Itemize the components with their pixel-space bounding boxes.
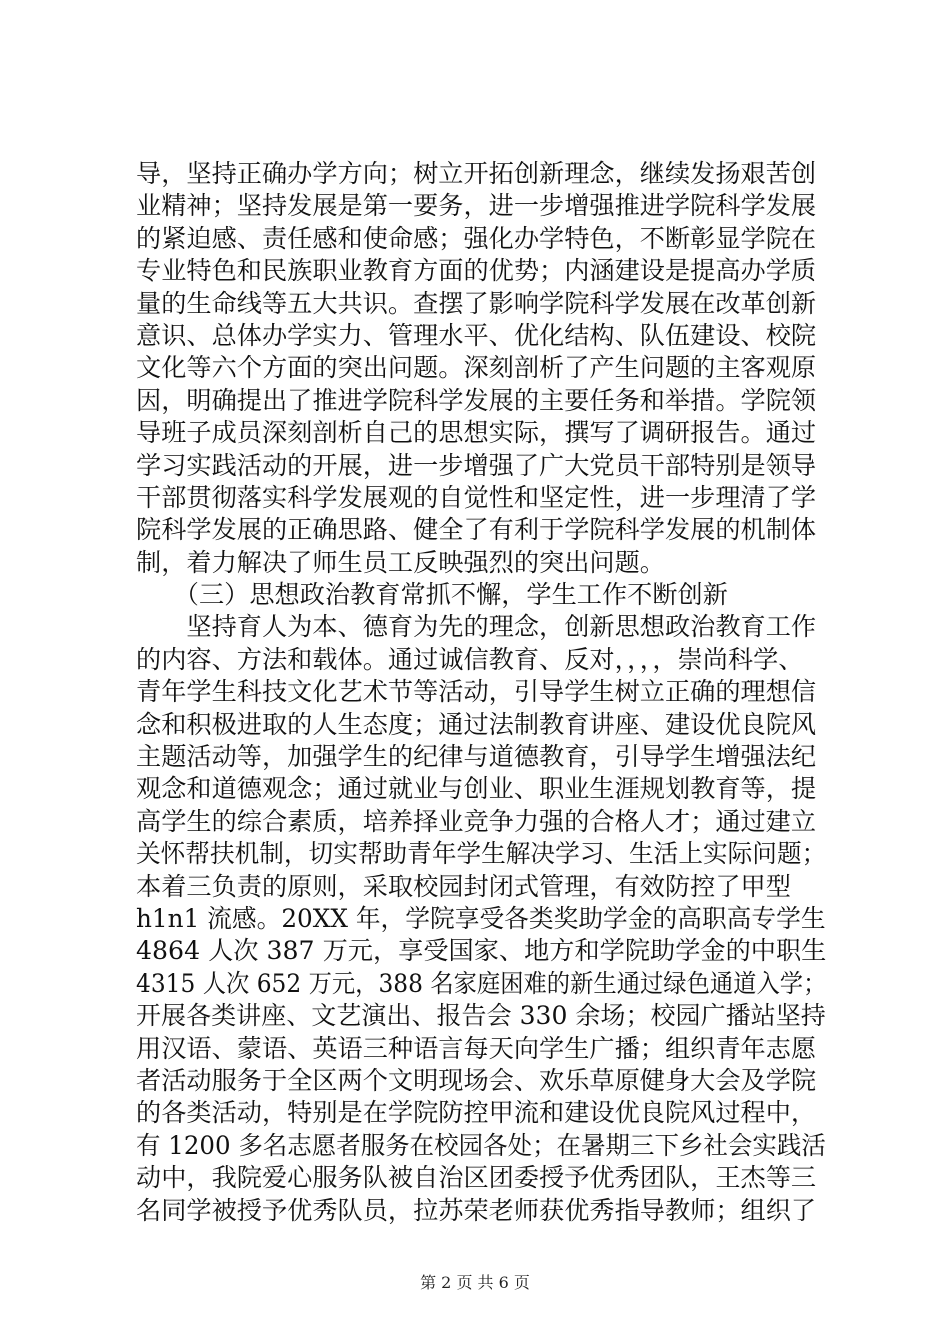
text-line: 因，明确提出了推进学院科学发展的主要任务和举措。学院领: [136, 385, 817, 415]
text-line: 导班子成员深刻剖析自己的思想实际，撰写了调研报告。通过: [136, 418, 817, 448]
body-text: [136, 158, 826, 1227]
text-line: 专业特色和民族职业教育方面的优势；内涵建设是提高办学质: [136, 256, 817, 286]
text-line: 4864 人次 387 万元，享受国家、地方和学院助学金的中职生: [136, 936, 827, 966]
text-line: 青年学生科技文化艺术节等活动，引导学生树立正确的理想信: [136, 677, 817, 707]
text-line: 业精神；坚持发展是第一要务，进一步增强推进学院科学发展: [136, 191, 817, 221]
text-line: 4315 人次 652 万元，388 名家庭困难的新生通过绿色通道入学；: [136, 968, 827, 998]
text-line: 高学生的综合素质，培养择业竞争力强的合格人才；通过建立: [136, 806, 817, 836]
text-line: 观念和道德观念；通过就业与创业、职业生涯规划教育等，提: [136, 774, 817, 804]
text-line: 的紧迫感、责任感和使命感；强化办学特色，不断彰显学院在: [136, 223, 817, 253]
text-line: 意识、总体办学实力、管理水平、优化结构、队伍建设、校院: [136, 320, 817, 350]
text-line: 干部贯彻落实科学发展观的自觉性和坚定性，进一步理清了学: [136, 482, 817, 512]
text-line: 文化等六个方面的突出问题。深刻剖析了产生问题的主客观原: [136, 353, 817, 383]
text-line: 本着三负责的原则，采取校园封闭式管理，有效防控了甲型: [136, 871, 791, 901]
text-line: 关怀帮扶机制，切实帮助青年学生解决学习、生活上实际问题；: [136, 839, 827, 869]
text-line: 导，坚持正确办学方向；树立开拓创新理念，继续发扬艰苦创: [136, 159, 817, 188]
text-line: 用汉语、蒙语、英语三种语言每天向学生广播；组织青年志愿: [136, 1033, 817, 1063]
text-line: 主题活动等，加强学生的纪律与道德教育，引导学生增强法纪: [136, 742, 817, 772]
text-line: 开展各类讲座、文艺演出、报告会 330 余场；校园广播站坚持: [136, 1001, 826, 1031]
text-line: 院科学发展的正确思路、健全了有利于学院科学发展的机制体: [136, 515, 817, 545]
page-footer: 第 2 页 共 6 页: [420, 1273, 530, 1292]
text-line: 坚持育人为本、德育为先的理念，创新思想政治教育工作: [136, 612, 817, 642]
text-line: 的各类活动，特别是在学院防控甲流和建设优良院风过程中，: [136, 1098, 817, 1128]
text-line: 学习实践活动的开展，进一步增强了广大党员干部特别是领导: [136, 450, 817, 480]
text-line: （三）思想政治教育常抓不懈，学生工作不断创新: [136, 580, 728, 610]
text-line: 念和积极进取的人生态度；通过法制教育讲座、建设优良院风: [136, 709, 817, 739]
text-line: 有 1200 多名志愿者服务在校园各处；在暑期三下乡社会实践活: [136, 1130, 826, 1160]
text-line: 名同学被授予优秀队员，拉苏荣老师获优秀指导教师；组织了: [136, 1195, 817, 1225]
text-line: 制，着力解决了师生员工反映强烈的突出问题。: [136, 547, 665, 577]
text-line: 动中，我院爱心服务队被自治区团委授予优秀团队，王杰等三: [136, 1163, 817, 1193]
text-line: 量的生命线等五大共识。查摆了影响学院科学发展在改革创新: [136, 288, 817, 318]
text-line: 者活动服务于全区两个文明现场会、欢乐草原健身大会及学院: [136, 1065, 817, 1095]
text-line: h1n1 流感。20XX 年，学院享受各类奖助学金的高职高专学生: [136, 903, 826, 933]
text-line: 的内容、方法和载体。通过诚信教育、反对，，，，崇尚科学、: [136, 644, 804, 674]
